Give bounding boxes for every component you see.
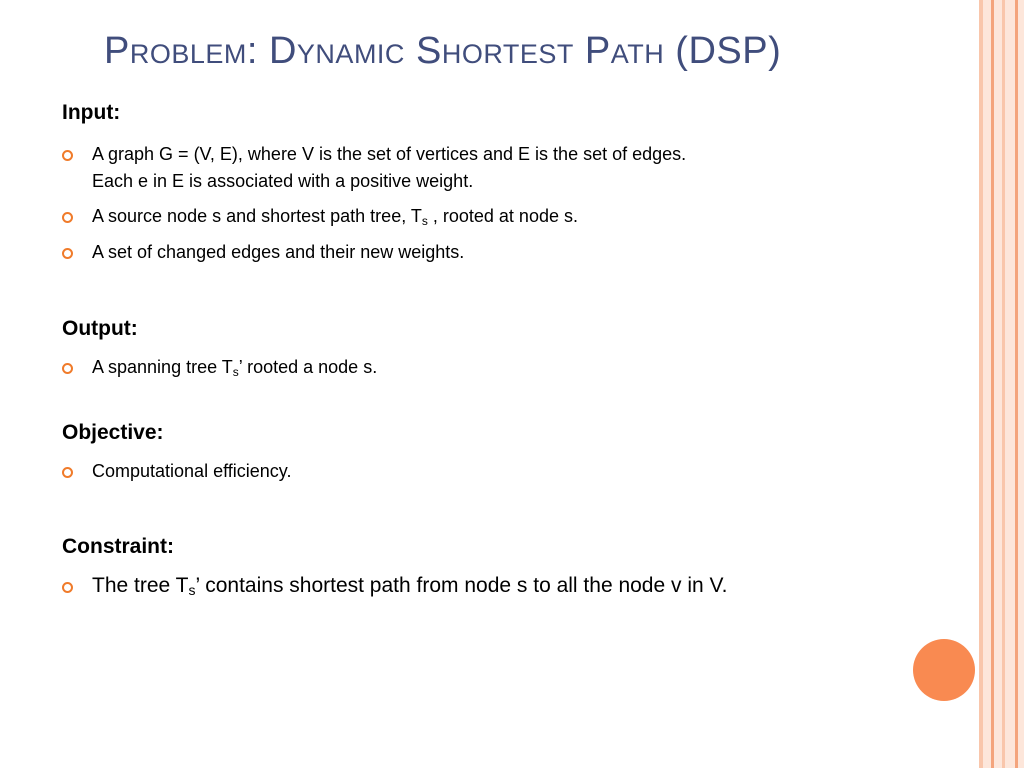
bullet-circle-icon	[62, 212, 73, 223]
stripe	[983, 0, 991, 768]
text-segment: ’ contains shortest path from node s to all the node v in V.	[195, 574, 728, 597]
bullet-text: A set of changed edges and their new weights.	[92, 242, 465, 262]
constraint-heading: Constraint:	[62, 535, 174, 558]
subscript: s	[188, 582, 196, 598]
bullet-circle-icon	[62, 582, 73, 593]
slide-title: Problem: Dynamic Shortest Path (DSP)	[104, 30, 782, 72]
subscript: s	[232, 365, 239, 379]
input-bullet-changed-edges	[62, 239, 464, 266]
input-bullet-source-node	[62, 203, 578, 230]
bullet-line: A graph G = (V, E), where V is the set of vertices and E is the set of edges.	[92, 144, 687, 164]
output-bullet-spanning-tree	[62, 354, 377, 381]
text-segment: A source node s and shortest path tree, T	[92, 206, 422, 226]
bullet-circle-icon	[62, 150, 73, 161]
constraint-bullet-shortest-path	[62, 571, 727, 601]
subscript: s	[421, 214, 428, 228]
bullet-circle-icon	[62, 248, 73, 259]
text-segment: A spanning tree T	[92, 357, 233, 377]
output-heading: Output:	[62, 317, 138, 340]
objective-bullet-efficiency	[62, 458, 291, 485]
text-segment: ’ rooted a node s.	[238, 357, 378, 377]
bullet-circle-icon	[62, 363, 73, 374]
stripe	[1018, 0, 1024, 768]
bullet-text	[92, 571, 727, 601]
input-bullet-graph	[62, 141, 686, 195]
decorative-stripes	[979, 0, 1024, 768]
decorative-orange-circle	[913, 639, 975, 701]
bullet-text	[92, 141, 686, 195]
text-segment: The tree T	[92, 574, 189, 597]
bullet-line: Each e in E is associated with a positive weight.	[92, 171, 474, 191]
bullet-circle-icon	[62, 467, 73, 478]
bullet-text	[92, 354, 377, 381]
stripe	[994, 0, 1002, 768]
input-heading: Input:	[62, 101, 121, 124]
text-segment: , rooted at node s.	[427, 206, 578, 226]
bullet-text	[92, 203, 578, 230]
stripe	[1005, 0, 1015, 768]
objective-heading: Objective:	[62, 421, 164, 444]
bullet-text: Computational efficiency.	[92, 461, 292, 481]
